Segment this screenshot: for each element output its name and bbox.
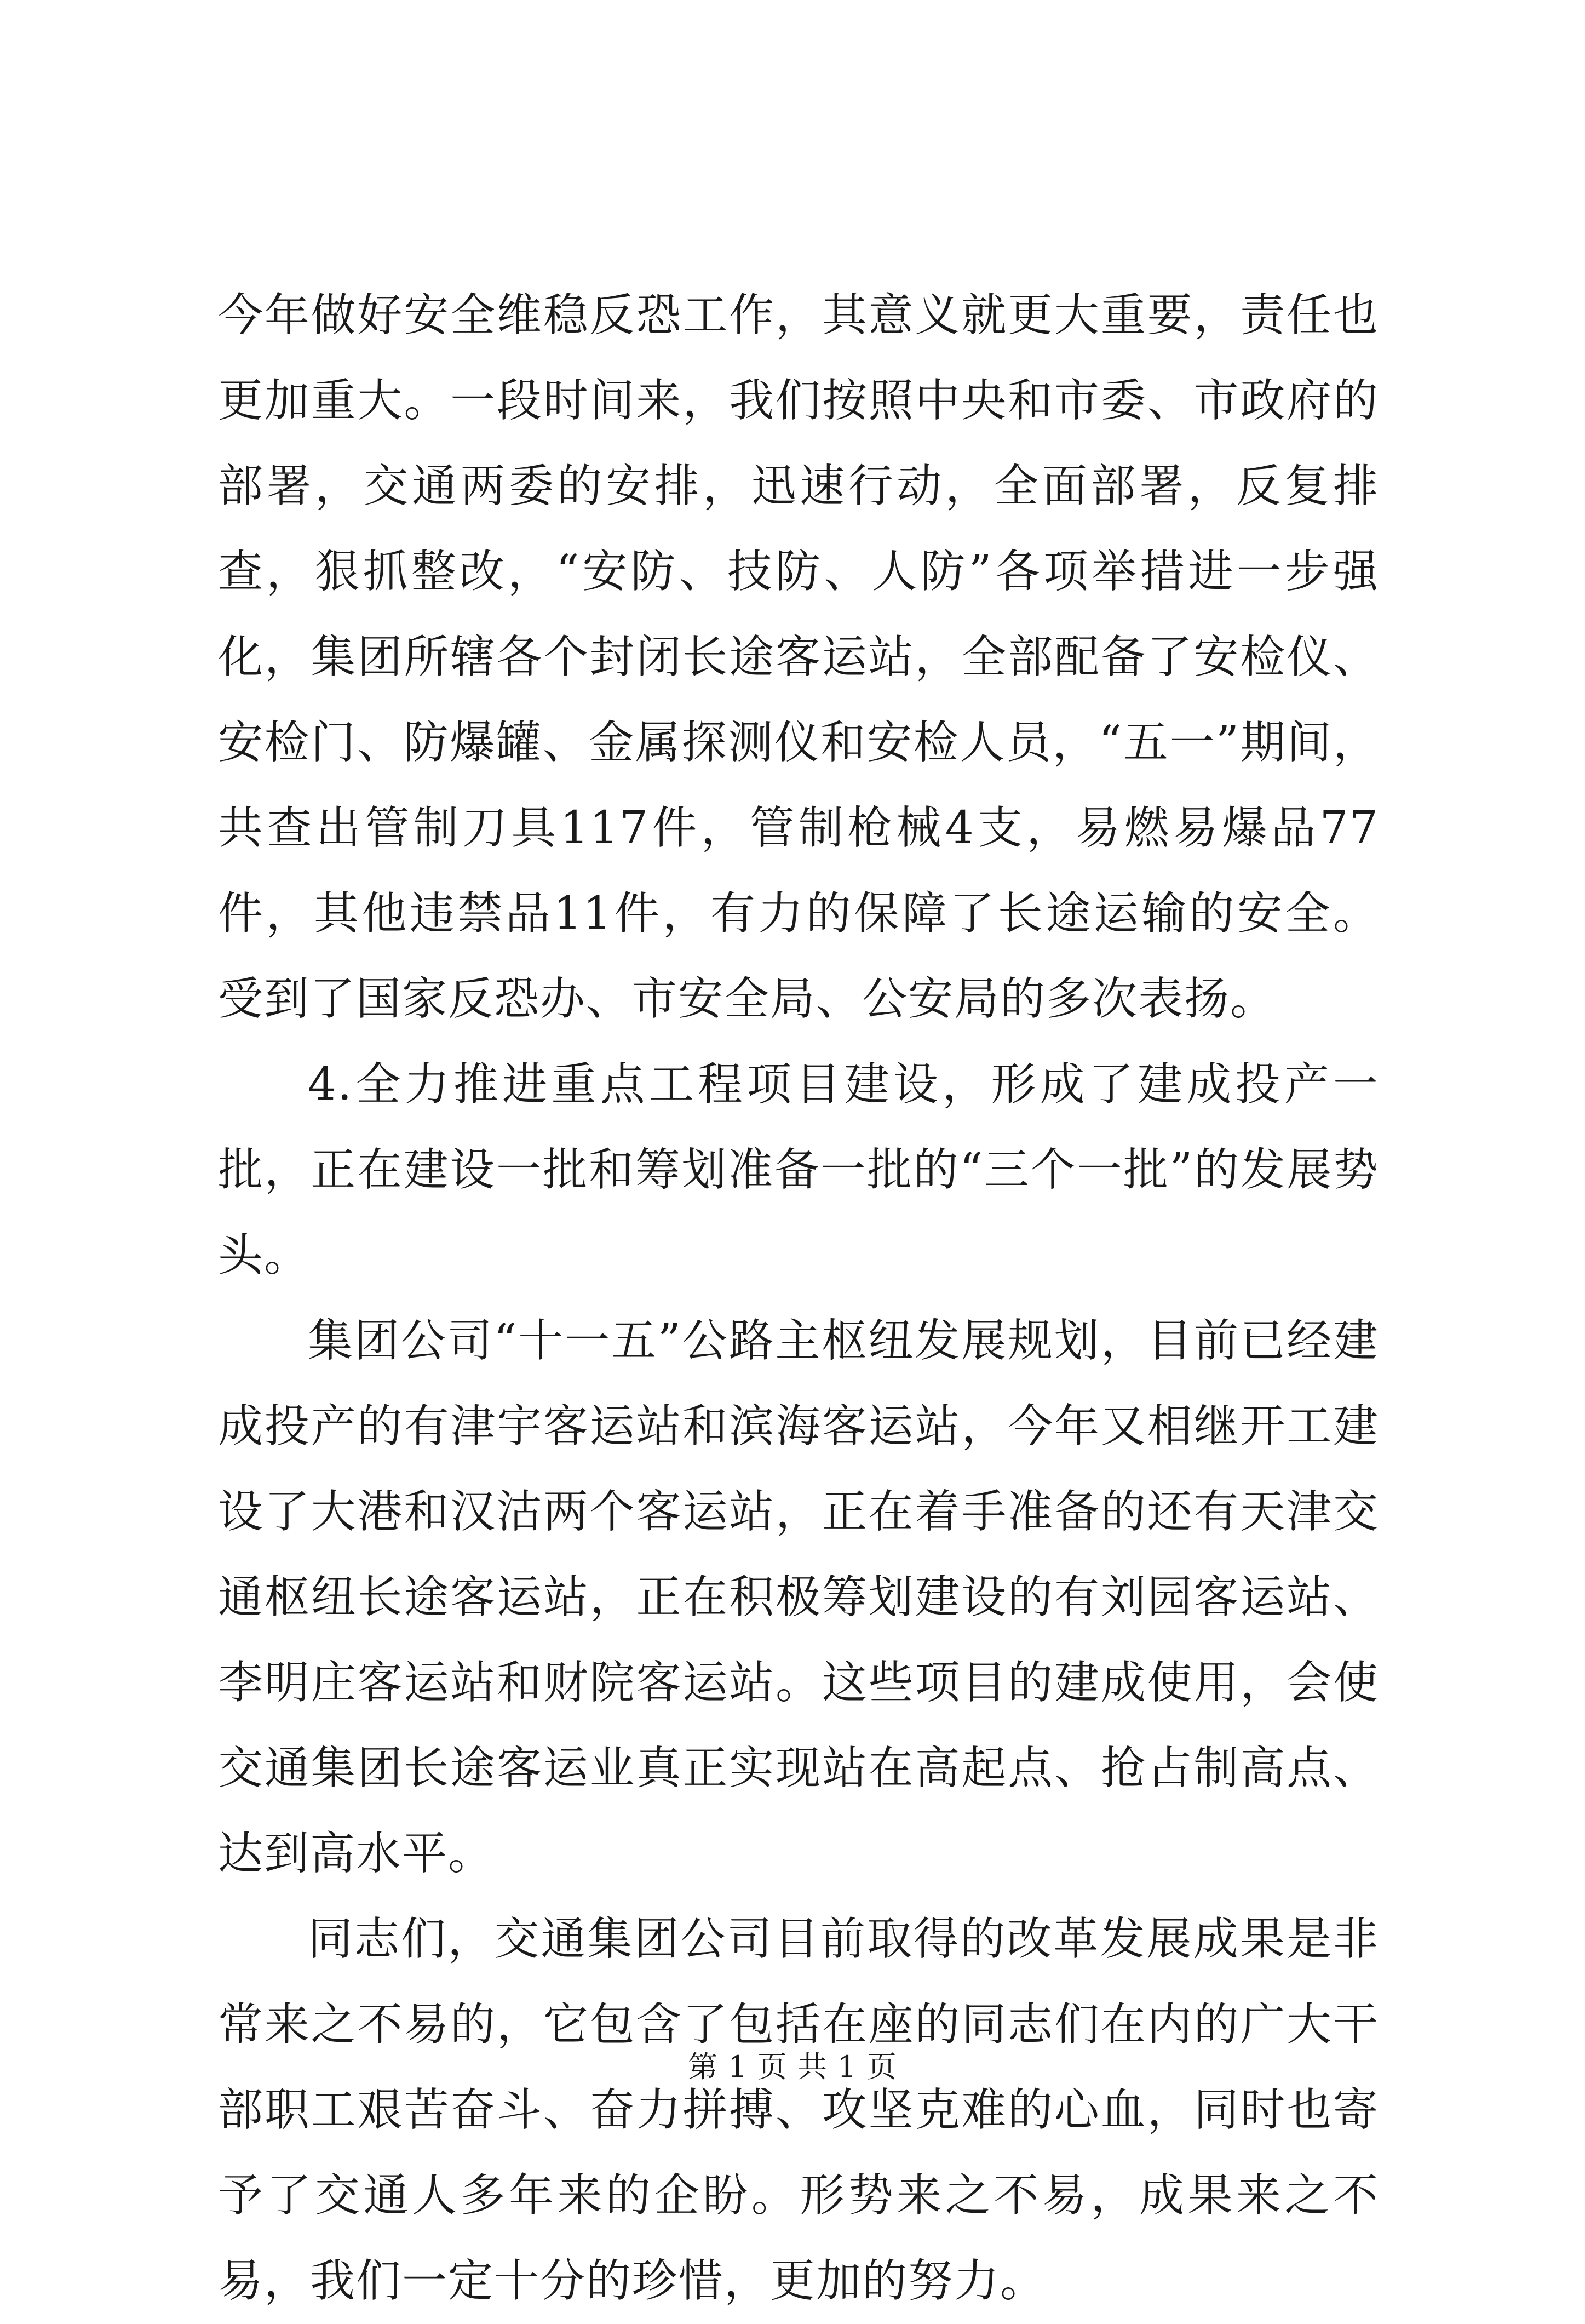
document-body bbox=[218, 273, 1379, 2324]
page-number-footer: 第 1 页 共 1 页 bbox=[688, 2050, 897, 2084]
paragraph-security-work: 今年做好安全维稳反恐工作，其意义就更大重要，责任也更加重大。一段时间来，我们按照中央和市委、市政府的部署，交通两委的安排，迅速行动，全面部署，反复排查，狠抓整改，“安防、技防、人防”各项举措进一步强化，集团所辖各个封闭长途客运站，全部配备了安检仪、安检门、防爆罐、金属探测仪和安检人员，“五一”期间，共查出管制刀具117件，管制枪械4支，易燃易爆品77件，其他违禁品11件，有力的保障了长途运输的安全。受到了国家反恐办、市安全局、公安局的多次表扬。 bbox=[218, 289, 1379, 1025]
paragraph-development-plan: 集团公司“十一五”公路主枢纽发展规划，目前已经建成投产的有津宇客运站和滨海客运站，今年又相继开工建设了大港和汉沽两个客运站，正在着手准备的还有天津交通枢纽长途客运站，正在积极筹划建设的有刘园客运站、李明庄客运站和财院客运站。这些项目的建成使用，会使交通集团长途客运业真正实现站在高起点、抢占制高点、达到高水平。 bbox=[218, 1315, 1379, 1880]
paragraph-closing-remarks: 同志们，交通集团公司目前取得的改革发展成果是非常来之不易的，它包含了包括在座的同志们在内的广大干部职工艰苦奋斗、奋力拼搏、攻坚克难的心血，同时也寄予了交通人多年来的企盼。形势来之不易，成果来之不易，我们一定十分的珍惜，更加的努力。 bbox=[218, 1913, 1379, 2307]
paragraph-key-projects-heading: 4.全力推进重点工程项目建设，形成了建成投产一批，正在建设一批和筹划准备一批的“三个一批”的发展势头。 bbox=[218, 1058, 1379, 1281]
